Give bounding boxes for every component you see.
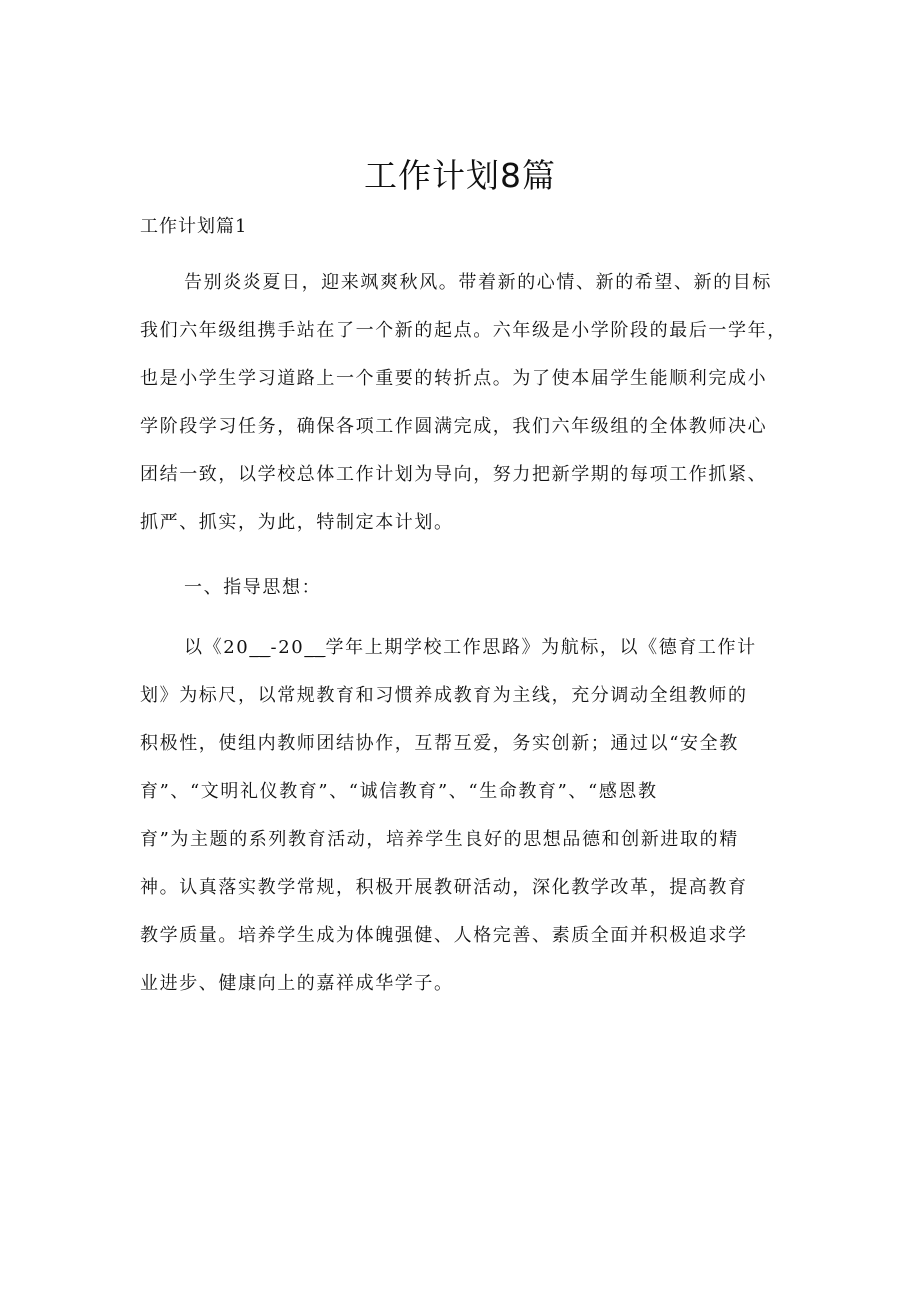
section-subtitle: 工作计划篇1 (140, 216, 248, 237)
paragraph-line: 业进步、健康向上的嘉祥成华学子。 (140, 973, 454, 994)
paragraph-line: 告别炎炎夏日，迎来飒爽秋风。带着新的心情、新的希望、新的目标 (184, 272, 772, 293)
paragraph-line: 团结一致，以学校总体工作计划为导向，努力把新学期的每项工作抓紧、 (140, 464, 768, 485)
paragraph-line: 育”、“文明礼仪教育”、“诚信教育”、“生命教育”、“感恩教 (140, 781, 658, 802)
section-heading (140, 564, 785, 612)
line-text: 以《20 (184, 637, 250, 658)
section-heading-text: 一、指导思想： (184, 577, 322, 598)
intro-paragraph (140, 259, 785, 547)
blank-field: __ (249, 637, 271, 658)
line-text: 学年上期学校工作思路》为航标，以《德育工作计 (325, 637, 757, 658)
paragraph-line: 也是小学生学习道路上一个重要的转折点。为了使本届学生能顺利完成小 (140, 368, 768, 389)
paragraph-line: 抓严、抓实，为此，特制定本计划。 (140, 512, 454, 533)
paragraph-line: 积极性，使组内教师团结协作，互帮互爱，务实创新；通过以“安全教 (140, 733, 739, 754)
paragraph-line: 学阶段学习任务，确保各项工作圆满完成，我们六年级组的全体教师决心 (140, 416, 768, 437)
blank-field: __ (304, 637, 326, 658)
paragraph-line (140, 624, 785, 672)
guiding-thought-paragraph (140, 624, 785, 1008)
paragraph-line: 神。认真落实教学常规，积极开展教研活动，深化教学改革，提高教育 (140, 877, 748, 898)
paragraph-line: 育”为主题的系列教育活动，培养学生良好的思想品德和创新进取的精 (140, 829, 739, 850)
document-title: 工作计划8篇 (364, 156, 556, 195)
paragraph-line: 我们六年级组携手站在了一个新的起点。六年级是小学阶段的最后一学年， (140, 320, 787, 341)
paragraph-line: 划》为标尺，以常规教育和习惯养成教育为主线，充分调动全组教师的 (140, 685, 748, 706)
paragraph-line: 教学质量。培养学生成为体魄强健、人格完善、素质全面并积极追求学 (140, 925, 748, 946)
line-text: -20 (270, 637, 305, 658)
